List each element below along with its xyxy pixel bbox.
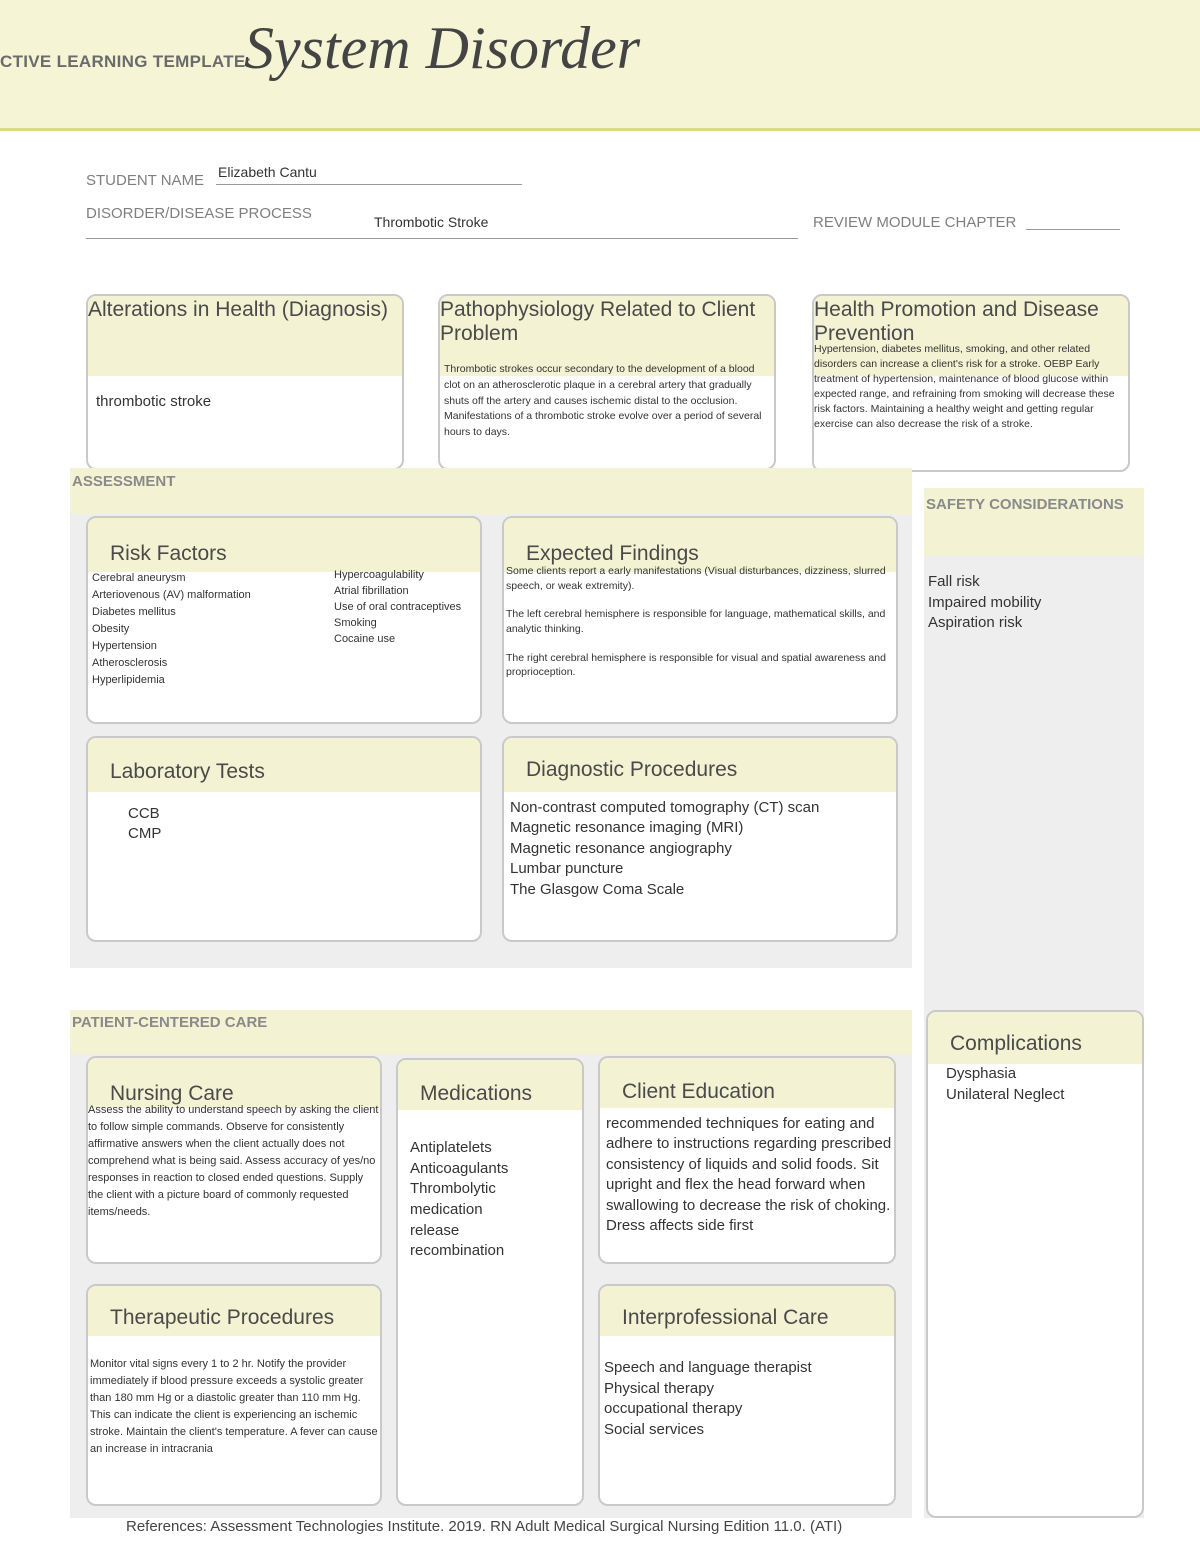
student-name-label: STUDENT NAME bbox=[86, 172, 205, 189]
medications-box bbox=[396, 1058, 584, 1506]
laboratory-tests-list bbox=[128, 804, 161, 844]
expected-findings-text bbox=[506, 564, 890, 680]
expected-findings-p2: The left cerebral hemisphere is responsible for language, mathematical skills, and analytic thinking. bbox=[506, 608, 886, 636]
risk-factors-list-2 bbox=[334, 568, 482, 648]
laboratory-test-item: CMP bbox=[128, 824, 162, 842]
risk-factor-item: Cerebral aneurysm bbox=[92, 572, 186, 584]
health-promotion-text: Hypertension, diabetes mellitus, smoking, and other related disorders can increase a client's risk for a stroke. OEBP Early treatment of hypertension, maintenance of blood glucose within expected range, and refraining from smoking will decrease these risk factors. Maintaining a healthy weight and getting regular exercise can also decrease the risk of a stroke. bbox=[814, 343, 1115, 430]
diagnostic-procedures-title: Diagnostic Procedures bbox=[526, 758, 738, 781]
diagnostic-procedure-item: Non-contrast computed tomography (CT) scan bbox=[510, 799, 820, 816]
safety-item: Impaired mobility bbox=[928, 593, 1042, 611]
nursing-care-box bbox=[86, 1056, 382, 1264]
risk-factor-item: Smoking bbox=[334, 616, 377, 629]
client-education-text: recommended techniques for eating and adhere to instructions regarding prescribed consistency of liquids and solid foods. Sit upright and flex the head forward when swallowing to decrease the risk of choking. Dress affects side first bbox=[606, 1115, 892, 1234]
alterations-title: Alterations in Health (Diagnosis) bbox=[88, 298, 388, 321]
pathophysiology-text: Thrombotic strokes occur secondary to the development of a blood clot on an atherosclerotic plaque in a cerebral artery that gradually shuts off the artery and causes ischemic distal to the occlusion. Manifestations of a thrombotic stroke evolve over a period of several hours to days. bbox=[444, 363, 762, 438]
risk-factors-box bbox=[86, 516, 482, 724]
risk-factor-item: Diabetes mellitus bbox=[92, 606, 176, 619]
health-promotion-box bbox=[812, 294, 1130, 472]
disorder-line bbox=[86, 238, 798, 239]
risk-factor-item: Hypercoagulability bbox=[334, 569, 424, 581]
diagnostic-procedures-list bbox=[510, 798, 896, 900]
diagnostic-procedure-item: Magnetic resonance imaging (MRI) bbox=[510, 819, 744, 837]
laboratory-tests-title: Laboratory Tests bbox=[110, 760, 265, 783]
review-module-line[interactable] bbox=[1026, 229, 1120, 230]
disorder-value[interactable]: Thrombotic Stroke bbox=[374, 214, 489, 230]
expected-findings-p3: The right cerebral hemisphere is responsible for visual and spatial awareness and proprioception. bbox=[506, 651, 886, 679]
interprofessional-care-box bbox=[598, 1284, 896, 1506]
risk-factor-item: Obesity bbox=[92, 623, 130, 636]
risk-factor-item: Atherosclerosis bbox=[92, 657, 168, 670]
disorder-label: DISORDER/DISEASE PROCESS bbox=[86, 205, 312, 222]
complication-item: Dysphasia bbox=[946, 1065, 1017, 1082]
template-title: System Disorder bbox=[244, 15, 641, 81]
interprofessional-care-item: Speech and language therapist bbox=[604, 1359, 812, 1376]
template-label: CTIVE LEARNING TEMPLATE: bbox=[0, 52, 252, 71]
assessment-header bbox=[70, 468, 912, 514]
medications-title: Medications bbox=[420, 1082, 533, 1105]
expected-findings-box bbox=[502, 516, 898, 724]
medication-item: Antiplatelets bbox=[410, 1139, 492, 1156]
therapeutic-procedures-title: Therapeutic Procedures bbox=[110, 1306, 335, 1329]
interprofessional-care-list bbox=[604, 1358, 812, 1441]
client-education-box bbox=[598, 1056, 896, 1264]
medication-item: Thrombolytic bbox=[410, 1180, 496, 1198]
diagnostic-procedure-item: Magnetic resonance angiography bbox=[510, 839, 732, 857]
complications-box bbox=[926, 1010, 1144, 1518]
medications-list bbox=[410, 1138, 508, 1262]
alterations-text: thrombotic stroke bbox=[96, 393, 212, 410]
complication-item: Unilateral Neglect bbox=[946, 1085, 1065, 1103]
risk-factor-item: Use of oral contraceptives bbox=[334, 600, 462, 613]
pathophysiology-box bbox=[438, 294, 776, 470]
risk-factor-item: Atrial fibrillation bbox=[334, 584, 409, 597]
interprofessional-care-title: Interprofessional Care bbox=[622, 1306, 829, 1329]
diagnostic-procedure-item: The Glasgow Coma Scale bbox=[510, 880, 685, 898]
risk-factors-list-1 bbox=[92, 570, 332, 689]
risk-factor-item: Arteriovenous (AV) malformation bbox=[92, 589, 251, 602]
therapeutic-procedures-box bbox=[86, 1284, 382, 1506]
student-name-value[interactable]: Elizabeth Cantu bbox=[218, 164, 317, 180]
laboratory-tests-box bbox=[86, 736, 482, 942]
safety-list bbox=[928, 572, 1041, 634]
patient-centered-care-title: PATIENT-CENTERED CARE bbox=[72, 1014, 268, 1031]
risk-factors-title: Risk Factors bbox=[110, 542, 227, 565]
diagnostic-procedure-item: Lumbar puncture bbox=[510, 860, 624, 878]
safety-item: Fall risk bbox=[928, 573, 980, 590]
client-education-title: Client Education bbox=[622, 1080, 775, 1103]
expected-findings-title: Expected Findings bbox=[526, 542, 699, 565]
pathophysiology-title: Pathophysiology Related to Client Problem bbox=[440, 298, 756, 345]
alterations-box bbox=[86, 294, 404, 470]
interprofessional-care-item: Social services bbox=[604, 1421, 705, 1439]
reference-line: References: Assessment Technologies Institute. 2019. RN Adult Medical Surgical Nursing Edition 11.0. (ATI) bbox=[126, 1518, 843, 1535]
laboratory-test-item: CCB bbox=[128, 805, 160, 822]
expected-findings-p1: Some clients report a early manifestations (Visual disturbances, dizziness, slurred speech, or weak extremity). bbox=[506, 565, 886, 592]
health-promotion-title: Health Promotion and Disease Prevention bbox=[814, 298, 1099, 345]
nursing-care-text: Assess the ability to understand speech by asking the client to follow simple commands. Observe for consistently affirmative answers when the client actually does not comprehend what is being said. Assess accuracy of yes/no responses in reaction to closed ended questions. Supply the client with a picture board of commonly requested items/needs. bbox=[88, 1104, 379, 1219]
diagnostic-procedures-box bbox=[502, 736, 898, 942]
assessment-title: ASSESSMENT bbox=[72, 473, 176, 490]
medication-item: Anticoagulants bbox=[410, 1159, 509, 1177]
medication-item: recombination bbox=[410, 1242, 505, 1260]
complications-title: Complications bbox=[950, 1032, 1082, 1055]
complications-list bbox=[946, 1064, 1064, 1105]
therapeutic-procedures-text: Monitor vital signs every 1 to 2 hr. Notify the provider immediately if blood pressure exceeds a systolic greater than 180 mm Hg or a diastolic greater than 110 mm Hg. This can indicate the client is experiencing an ischemic stroke. Maintain the client's temperature. A fever can cause an increase in intracrania bbox=[90, 1358, 378, 1456]
safety-item: Aspiration risk bbox=[928, 614, 1023, 632]
risk-factor-item: Hypertension bbox=[92, 640, 157, 653]
medication-item: release bbox=[410, 1221, 460, 1239]
risk-factor-item: Cocaine use bbox=[334, 632, 396, 645]
interprofessional-care-item: occupational therapy bbox=[604, 1400, 743, 1418]
risk-factor-item: Hyperlipidemia bbox=[92, 674, 165, 687]
medication-item: medication bbox=[410, 1201, 483, 1219]
nursing-care-title: Nursing Care bbox=[110, 1082, 234, 1105]
student-name-line bbox=[216, 184, 522, 185]
review-module-label: REVIEW MODULE CHAPTER bbox=[813, 214, 1017, 231]
safety-title: SAFETY CONSIDERATIONS bbox=[926, 496, 1124, 513]
interprofessional-care-item: Physical therapy bbox=[604, 1379, 715, 1397]
